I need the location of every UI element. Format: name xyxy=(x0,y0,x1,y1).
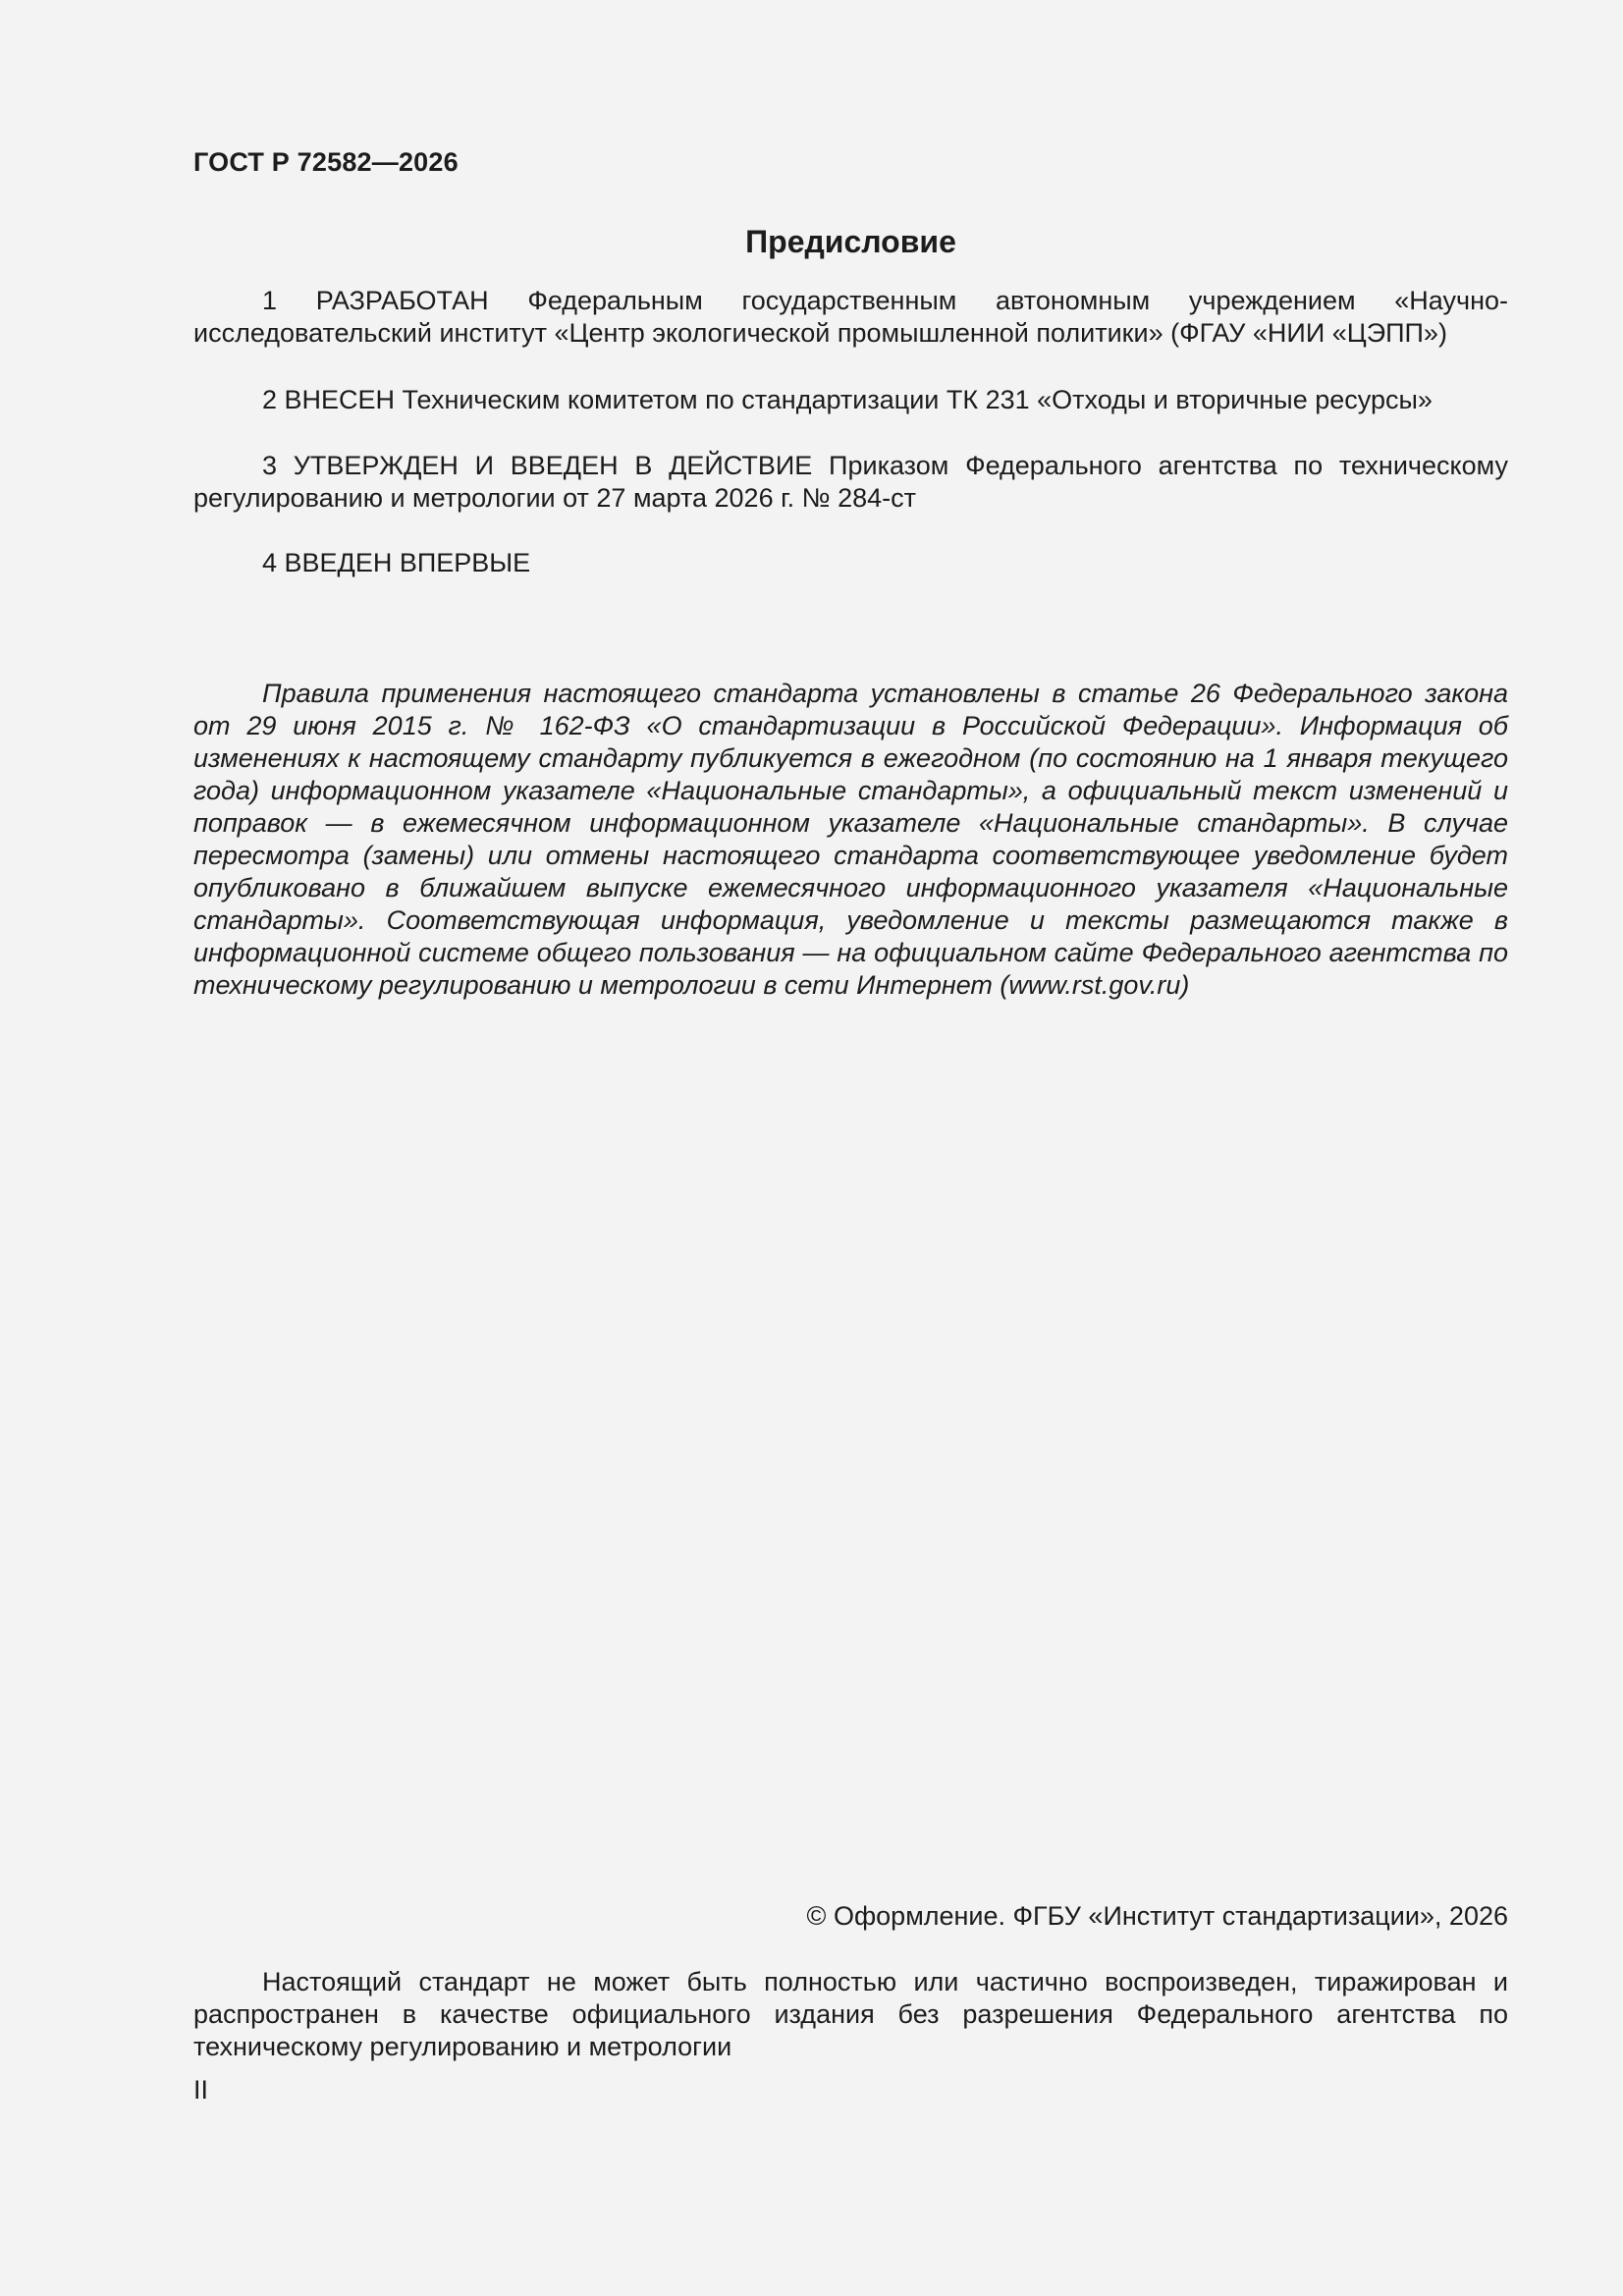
standard-application-rules-note: Правила применения настоящего стандарта установлены в статье 26 Федерального закона от 29 июня 2015 г. № 162-ФЗ «О стандартизации в Российской Федерации». Информация об изменениях к настоящему стандарту публикуется в ежегодном (по состоянию на 1 января текущего года) информационном указателе «Национальные стандарты», а официальный текст изменений и поправок — в ежемесячном информационном указателе «Национальные стандарты». В случае пересмотра (замены) или отмены настоящего стандарта соответствующее уведомление будет опубликовано в ближайшем выпуске ежемесячного информационного указателя «Национальные стандарты». Соответствующая информация, уведомление и тексты размещаются также в информационной системе общего пользования — на официальном сайте Федерального агентства по техническому регулированию и метрологии в сети Интернет (www.rst.gov.ru) xyxy=(193,679,1508,1000)
reproduction-notice: Настоящий стандарт не может быть полностью или частично воспроизведен, тиражирован и распространен в качестве официального издания без разрешения Федерального агентства по техническому регулированию и метрологии xyxy=(193,1967,1508,2061)
foreword-item-1: 1 РАЗРАБОТАН Федеральным государственным автономным учреждением «Научно-исследовательский институт «Центр экологической промышленной политики» (ФГАУ «НИИ «ЦЭПП») xyxy=(193,286,1508,348)
foreword-item-2: 2 ВНЕСЕН Техническим комитетом по стандартизации ТК 231 «Отходы и вторичные ресурсы» xyxy=(262,385,1433,414)
foreword-item-3: 3 УТВЕРЖДЕН И ВВЕДЕН В ДЕЙСТВИЕ Приказом Федерального агентства по техническому регулированию и метрологии от 27 марта 2026 г. № 284-ст xyxy=(193,451,1508,513)
copyright-notice: © Оформление. ФГБУ «Институт стандартизации», 2026 xyxy=(806,1901,1508,1931)
document-code-header: ГОСТ Р 72582—2026 xyxy=(193,147,459,177)
foreword-title: Предисловие xyxy=(745,224,956,259)
page-number: II xyxy=(193,2075,209,2105)
foreword-item-4: 4 ВВЕДЕН ВПЕРВЫЕ xyxy=(262,548,531,577)
